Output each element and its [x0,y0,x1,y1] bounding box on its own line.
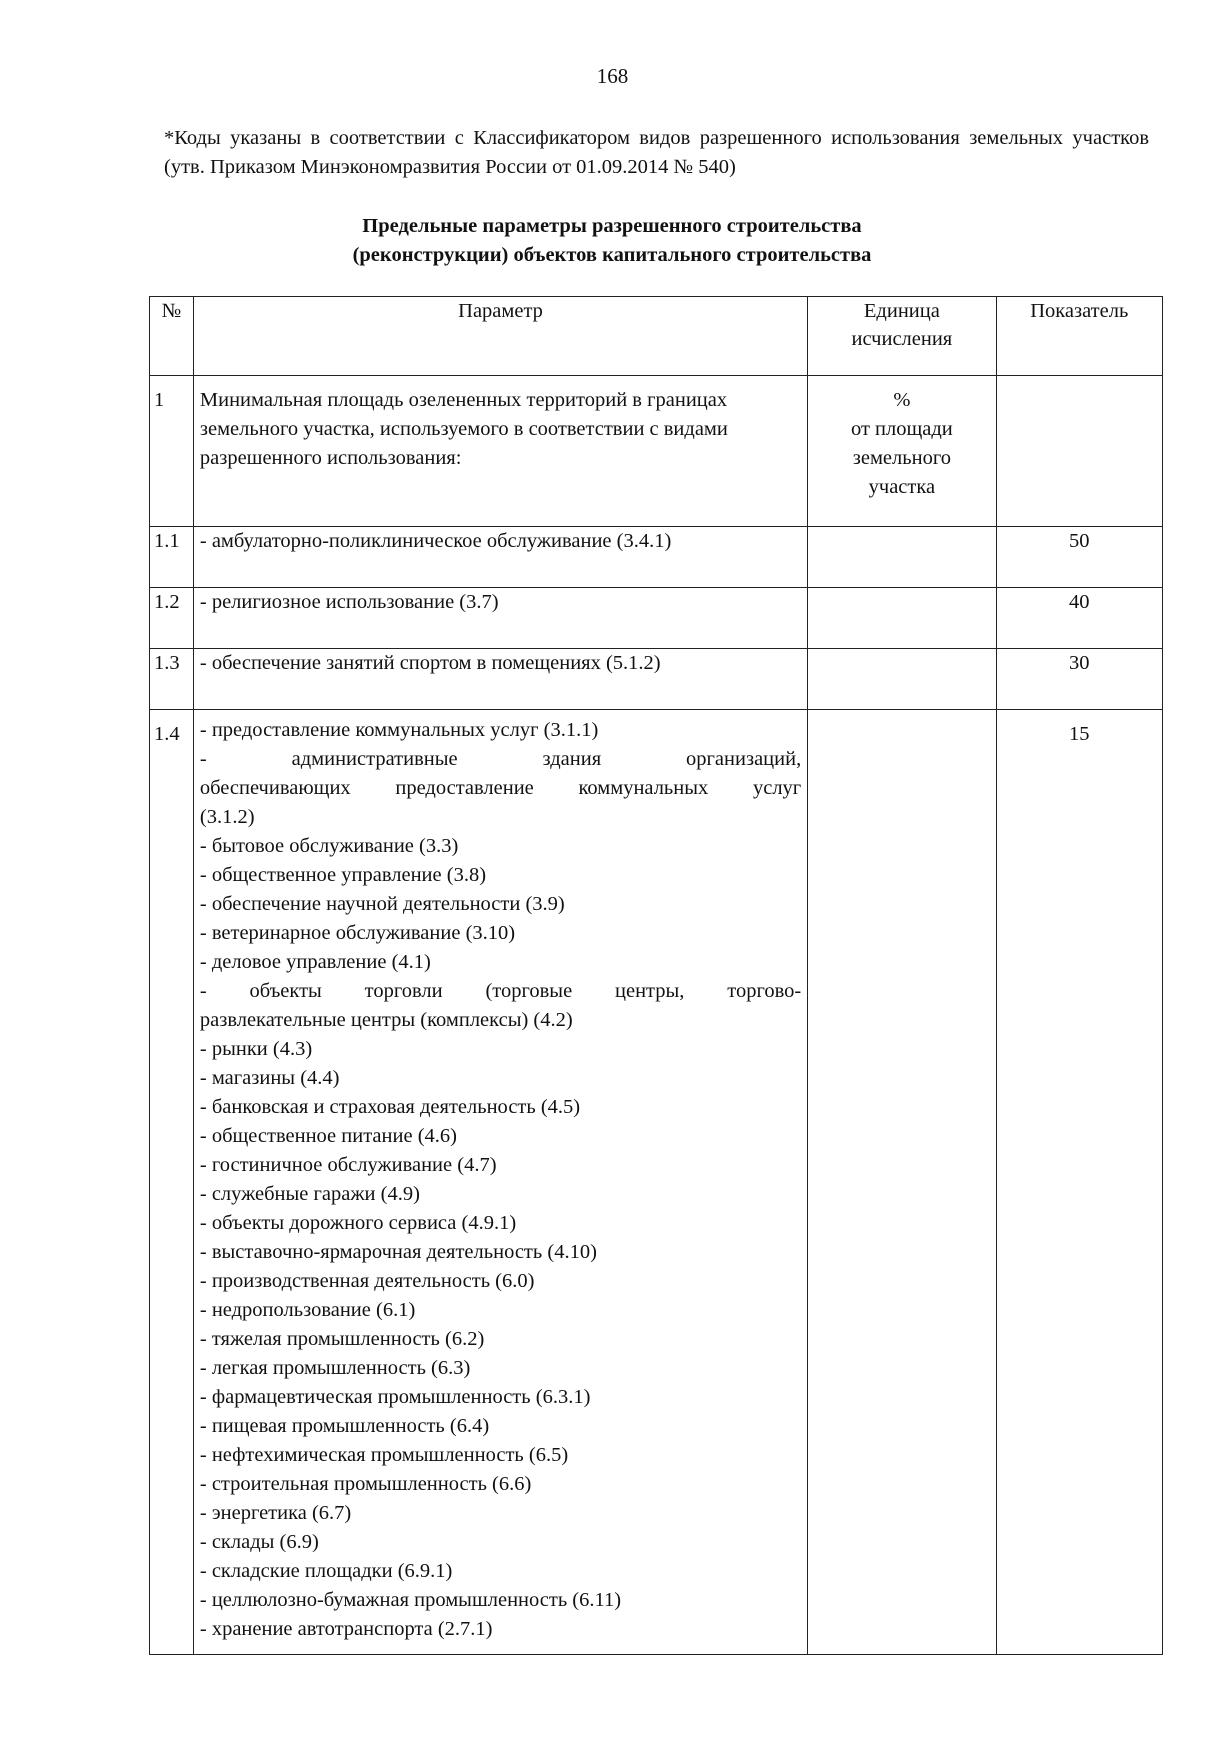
row-number: 1 [150,376,194,527]
row-value: 15 [996,710,1162,1655]
list-item: - строительная промышленность (6.6) [199,1473,532,1495]
row-number: 1.2 [150,588,194,649]
heading-line-2: (реконструкции) объектов капитального строительства [352,244,872,266]
list-item: - предоставление коммунальных услуг (3.1.1) [199,719,599,741]
header-parameter: Параметр [193,297,807,376]
list-item: - производственная деятельность (6.0) [199,1270,535,1292]
table-header-row [150,297,1163,376]
list-item: - недропользование (6.1) [199,1299,416,1321]
header-unit-line-1: Единица [863,300,940,322]
table-row [150,649,1163,710]
list-item: - тяжелая промышленность (6.2) [199,1328,485,1350]
list-item: обеспечивающих предоставление коммунальных услуг [199,777,802,799]
list-item: - деловое управление (4.1) [199,951,431,973]
list-item: - объекты дорожного сервиса (4.9.1) [199,1212,517,1234]
table-heading [0,212,1225,270]
list-item: - легкая промышленность (6.3) [199,1357,471,1379]
list-item: - склады (6.9) [199,1531,319,1553]
header-value: Показатель [996,297,1162,376]
row-value: 40 [996,588,1162,649]
footnote: *Коды указаны в соответствии с Классификатором видов разрешенного использования земельных участков (утв. Приказом Минэкономразвития России от 01.09.2014 № 540) [164,127,1149,178]
list-item: - гостиничное обслуживание (4.7) [199,1154,497,1176]
table-row [150,588,1163,649]
list-item: - служебные гаражи (4.9) [199,1183,420,1205]
row-parameter: - религиозное использование (3.7) [193,588,807,649]
row-parameter: - обеспечение занятий спортом в помещениях (5.1.2) [193,649,807,710]
row-unit [808,710,996,1655]
row-value: 50 [996,527,1162,588]
list-item: - целлюлозно-бумажная промышленность (6.11) [199,1589,622,1611]
unit-line-3: земельного [852,447,951,469]
row-number: 1.4 [150,710,194,1655]
list-item: - общественное питание (4.6) [199,1125,457,1147]
list-item: - обеспечение научной деятельности (3.9) [199,893,565,915]
table-row [150,376,1163,527]
unit-line-1: % [893,389,911,411]
row-unit [808,376,996,527]
header-unit-line-2: исчисления [851,328,953,350]
list-item: - объекты торговли (торговые центры, торгово- [199,980,802,1002]
header-unit [808,297,996,376]
row-value: 30 [996,649,1162,710]
list-item: - выставочно-ярмарочная деятельность (4.10) [199,1241,597,1263]
unit-line-4: участка [868,476,936,498]
list-item: - бытовое обслуживание (3.3) [199,835,459,857]
list-item: - административные здания организаций, [199,748,802,770]
list-item: - хранение автотранспорта (2.7.1) [199,1618,493,1640]
list-item: - магазины (4.4) [199,1067,340,1089]
list-item: - рынки (4.3) [199,1038,313,1060]
row-unit [808,588,996,649]
list-item: - общественное управление (3.8) [199,864,487,886]
row-value [996,376,1162,527]
row-number: 1.3 [150,649,194,710]
unit-line-2: от площади [850,418,953,440]
row-parameter: Минимальная площадь озелененных территорий в границах земельного участка, используемого в соответствии с видами разрешенного использования: [193,376,807,527]
list-item: - нефтехимическая промышленность (6.5) [199,1444,569,1466]
row-number: 1.1 [150,527,194,588]
row-unit [808,649,996,710]
row-unit [808,527,996,588]
parameters-table [149,296,1163,1655]
list-item: - пищевая промышленность (6.4) [199,1415,490,1437]
list-item: развлекательные центры (комплексы) (4.2) [199,1009,573,1031]
list-item: - банковская и страховая деятельность (4.5) [199,1096,581,1118]
row-parameter: - амбулаторно-поликлиническое обслуживание (3.4.1) [193,527,807,588]
list-item: (3.1.2) [199,806,255,828]
list-item: - фармацевтическая промышленность (6.3.1) [199,1386,591,1408]
list-item: - складские площадки (6.9.1) [199,1560,453,1582]
table-row [150,527,1163,588]
list-item: - энергетика (6.7) [199,1502,352,1524]
header-number: № [150,297,194,376]
list-item: - ветеринарное обслуживание (3.10) [199,922,516,944]
table-row [150,710,1163,1655]
row-parameter-list [193,710,807,1655]
page-number: 168 [596,64,629,88]
heading-line-1: Предельные параметры разрешенного строительства [362,215,862,237]
